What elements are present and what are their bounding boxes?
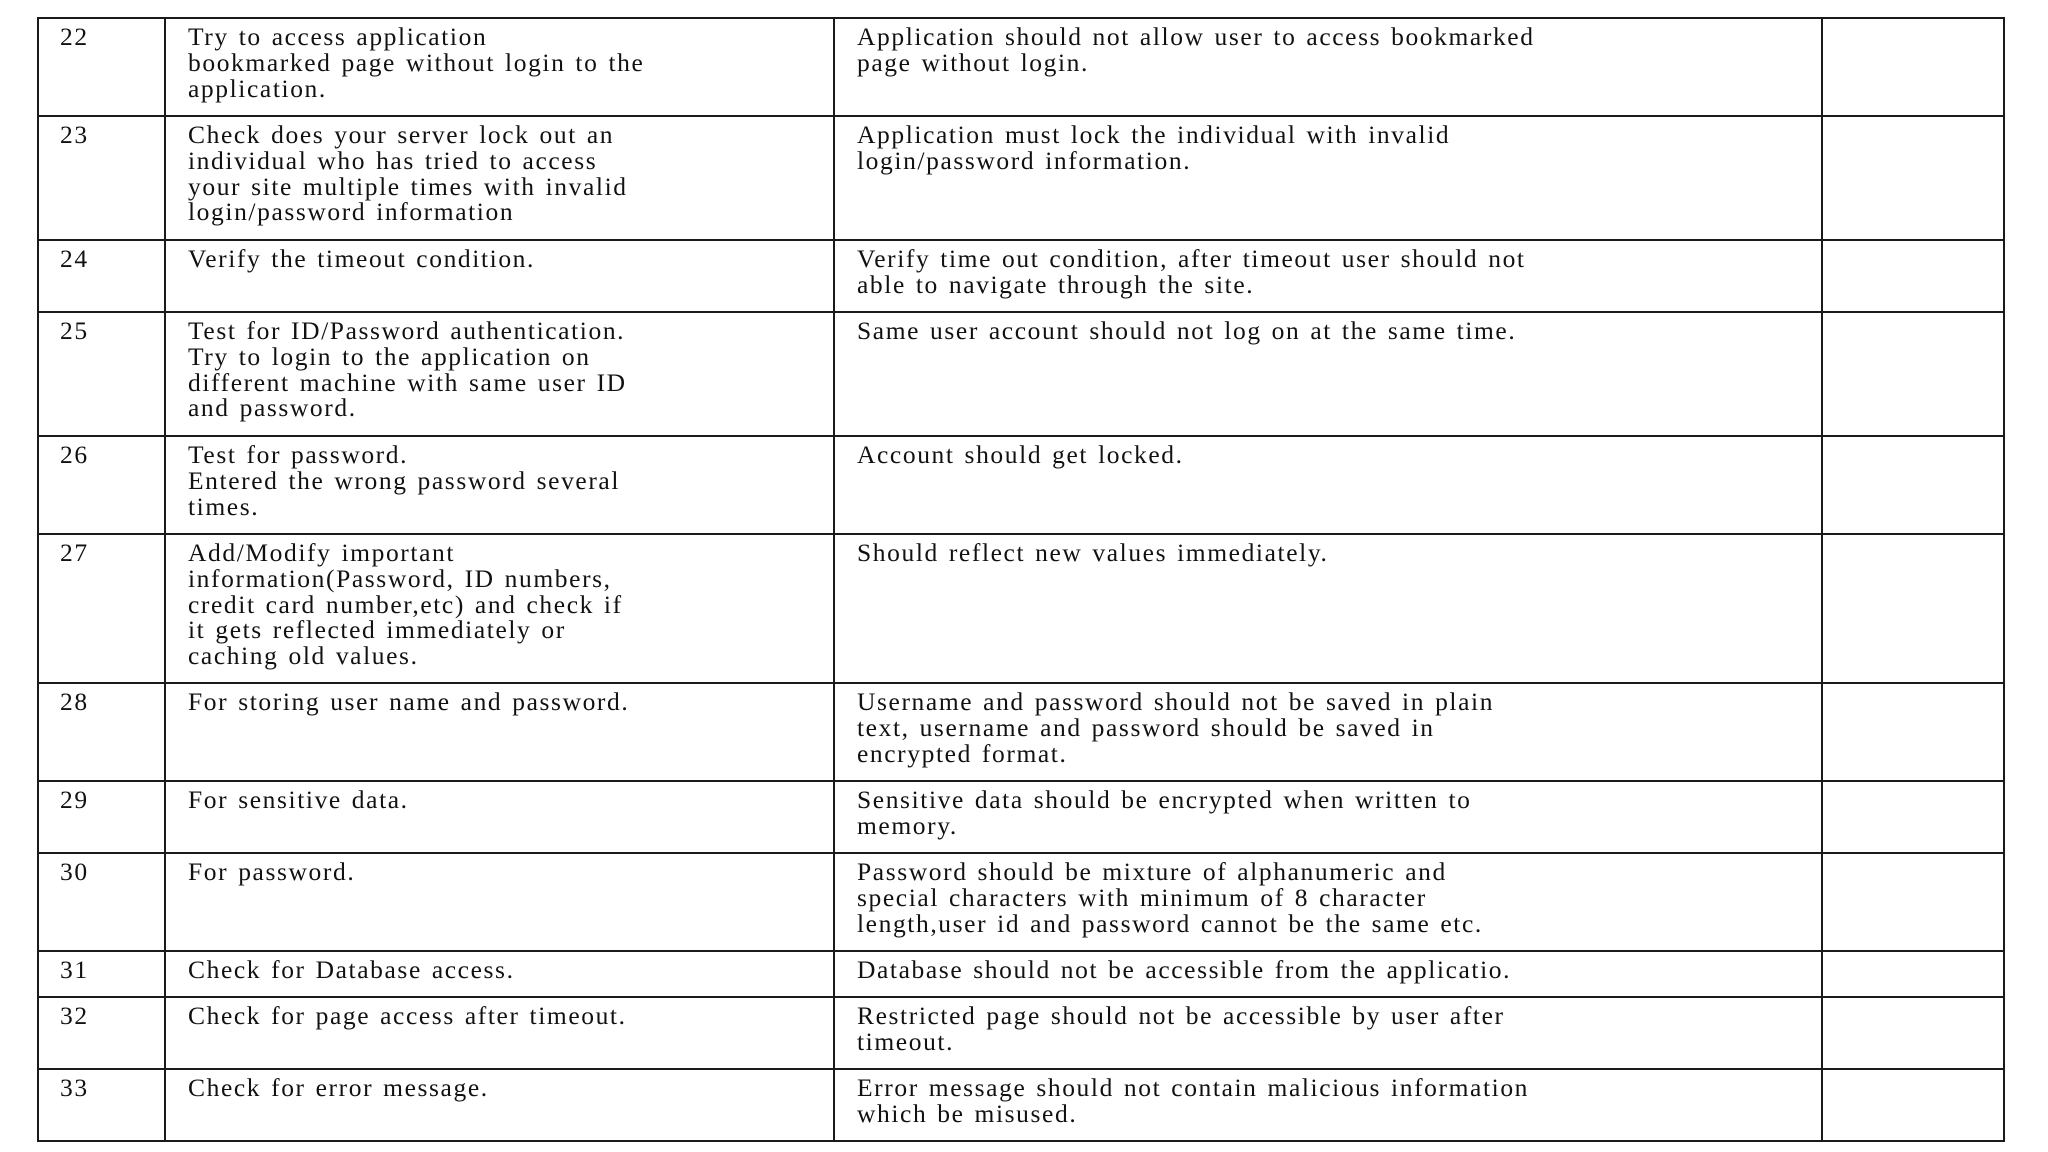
actual-result	[1822, 683, 2004, 781]
expected-result: Account should get locked.	[834, 436, 1822, 534]
expected-result: Same user account should not log on at the same time.	[834, 312, 1822, 436]
table-row	[38, 18, 2004, 116]
test-step: For sensitive data.	[165, 781, 834, 853]
expected-result: Application must lock the individual with invalid login/password information.	[834, 116, 1822, 240]
test-case-number: 32	[38, 997, 165, 1069]
actual-result	[1822, 116, 2004, 240]
test-case-number: 23	[38, 116, 165, 240]
actual-result	[1822, 240, 2004, 312]
test-step: Try to access application bookmarked page without login to the application.	[165, 18, 834, 116]
test-case-number: 22	[38, 18, 165, 116]
table-row	[38, 312, 2004, 436]
test-case-number: 28	[38, 683, 165, 781]
test-case-number: 26	[38, 436, 165, 534]
actual-result	[1822, 997, 2004, 1069]
test-step: Check does your server lock out an individual who has tried to access your site multiple times with invalid login/password information	[165, 116, 834, 240]
table-row	[38, 436, 2004, 534]
test-step: Add/Modify important information(Password, ID numbers, credit card number,etc) and check if it gets reflected immediately or caching old values.	[165, 534, 834, 683]
test-step: Test for ID/Password authentication. Try to login to the application on different machine with same user ID and password.	[165, 312, 834, 436]
table-row	[38, 1069, 2004, 1141]
test-step: Check for error message.	[165, 1069, 834, 1141]
test-step: For storing user name and password.	[165, 683, 834, 781]
actual-result	[1822, 312, 2004, 436]
actual-result	[1822, 853, 2004, 951]
expected-result: Application should not allow user to access bookmarked page without login.	[834, 18, 1822, 116]
actual-result	[1822, 951, 2004, 997]
actual-result	[1822, 781, 2004, 853]
test-step: Check for page access after timeout.	[165, 997, 834, 1069]
test-case-number: 33	[38, 1069, 165, 1141]
table-row	[38, 683, 2004, 781]
test-case-number: 30	[38, 853, 165, 951]
test-case-table	[37, 17, 2005, 1142]
expected-result: Password should be mixture of alphanumeric and special characters with minimum of 8 character length,user id and password cannot be the same etc.	[834, 853, 1822, 951]
table-row	[38, 781, 2004, 853]
expected-result: Verify time out condition, after timeout user should not able to navigate through the site.	[834, 240, 1822, 312]
test-step: Test for password. Entered the wrong password several times.	[165, 436, 834, 534]
expected-result: Restricted page should not be accessible by user after timeout.	[834, 997, 1822, 1069]
table-row	[38, 534, 2004, 683]
test-case-table-body	[38, 18, 2004, 1141]
test-step: Check for Database access.	[165, 951, 834, 997]
table-row	[38, 997, 2004, 1069]
actual-result	[1822, 18, 2004, 116]
expected-result: Sensitive data should be encrypted when written to memory.	[834, 781, 1822, 853]
expected-result: Username and password should not be saved in plain text, username and password should be saved in encrypted format.	[834, 683, 1822, 781]
test-step: For password.	[165, 853, 834, 951]
table-row	[38, 116, 2004, 240]
table-row	[38, 853, 2004, 951]
table-row	[38, 951, 2004, 997]
actual-result	[1822, 534, 2004, 683]
table-row	[38, 240, 2004, 312]
expected-result: Should reflect new values immediately.	[834, 534, 1822, 683]
actual-result	[1822, 1069, 2004, 1141]
test-step: Verify the timeout condition.	[165, 240, 834, 312]
test-case-number: 25	[38, 312, 165, 436]
test-case-number: 29	[38, 781, 165, 853]
expected-result: Database should not be accessible from the applicatio.	[834, 951, 1822, 997]
actual-result	[1822, 436, 2004, 534]
test-case-number: 24	[38, 240, 165, 312]
test-case-number: 31	[38, 951, 165, 997]
test-case-number: 27	[38, 534, 165, 683]
expected-result: Error message should not contain malicious information which be misused.	[834, 1069, 1822, 1141]
